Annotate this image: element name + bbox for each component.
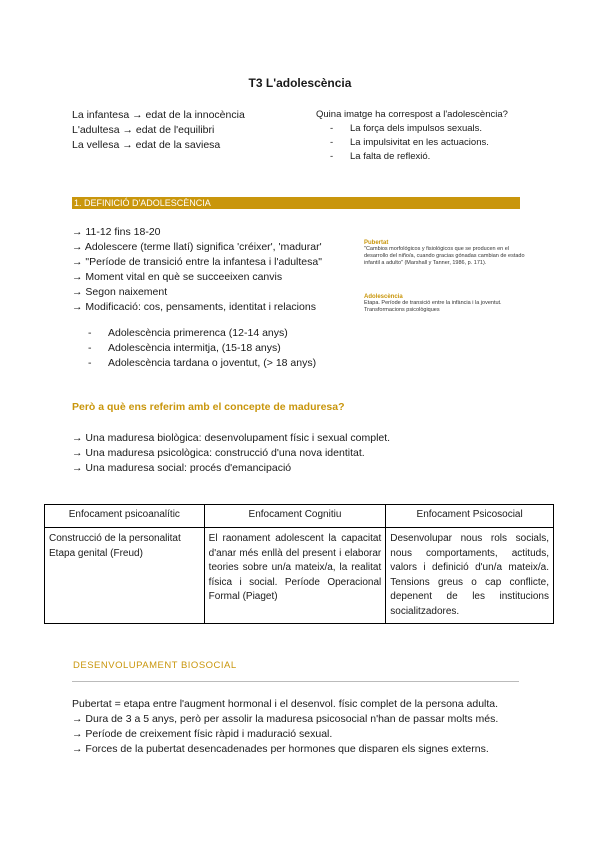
definicio-line: → Adolescere (terme llatí) significa 'créixer', 'madurar' — [72, 241, 322, 253]
table-header-cell: Enfocament psicoanalític — [45, 505, 205, 528]
list-item: - La falta de reflexió. — [330, 150, 508, 164]
maduresa-line: → Una maduresa psicològica: construcció d'una nova identitat. — [72, 447, 365, 459]
stages-list — [88, 326, 316, 371]
definicio-line: → 11-12 fins 18-20 — [72, 226, 161, 238]
intro-line: L'adultesa → edat de l'equilibri — [72, 124, 215, 136]
biosocial-line: → Dura de 3 a 5 anys, però per assolir la maduresa psicosocial n'han de passar molts més. — [72, 713, 499, 725]
side-note-adolescencia — [364, 294, 529, 314]
table-header-cell: Enfocament Cognitiu — [204, 505, 386, 528]
maduresa-question: Però a què ens referim amb el concepte de maduresa? — [72, 401, 345, 413]
section-divider — [72, 681, 519, 682]
definicio-line: → Moment vital en què se succeeixen canvis — [72, 271, 283, 283]
intro-line: La vellesa → edat de la saviesa — [72, 139, 221, 151]
definicio-line: → "Període de transició entre la infantesa i l'adultesa" — [72, 256, 322, 268]
table-header-cell: Enfocament Psicosocial — [386, 505, 554, 528]
intro-question: Quina imatge ha correspost a l'adolescència? — [316, 109, 508, 120]
side-note-text: Etapa. Període de transició entre la infància i la joventut. Transformacions psicològiques — [364, 300, 502, 313]
side-note-text: "Cambios morfológicos y fisiológicos que se producen en el desarrollo del niño/a, cuando gracias gónadas cambian de estado infantil a adulto" (Marshall y Tanner, 1986, p. 171). — [364, 246, 525, 266]
side-note-title: Adolescència — [364, 294, 403, 300]
side-note-title: Pubertat — [364, 240, 389, 246]
intro-line: La infantesa → edat de la innocència — [72, 109, 245, 121]
table-cell: Construcció de la personalitat Etapa genital (Freud) — [45, 528, 205, 624]
side-note-pubertat — [364, 240, 529, 267]
intro-left-list — [72, 108, 245, 153]
list-item: - La força dels impulsos sexuals. — [330, 122, 508, 136]
list-item: - Adolescència intermitja, (15-18 anys) — [88, 341, 316, 356]
maduresa-line: → Una maduresa biològica: desenvolupament físic i sexual complet. — [72, 432, 391, 444]
intro-right-block — [316, 108, 508, 164]
biosocial-line: Pubertat = etapa entre l'augment hormonal i el desenvol. físic complet de la persona adulta. — [72, 698, 499, 710]
section-header-definicio: 1. DEFINICIÓ D'ADOLESCÈNCIA — [72, 197, 520, 209]
page-title: T3 L'adolescència — [248, 76, 352, 90]
biosocial-list — [72, 697, 498, 757]
biosocial-line: → Forces de la pubertat desencadenades per hormones que disparen els signes externs. — [72, 743, 489, 755]
biosocial-line: → Període de creixement físic ràpid i maduració sexual. — [72, 728, 333, 740]
table-row — [45, 528, 554, 624]
table-cell: Desenvolupar nous rols socials, nous comportaments, actituds, valors i definició d'un/a mateix/a. Tensions greus o cap conflicte, depenent de les institucions socialitzadores. — [386, 528, 554, 624]
enfocaments-table — [44, 504, 554, 624]
definicio-list — [72, 225, 322, 315]
list-item: - Adolescència primerenca (12-14 anys) — [88, 326, 316, 341]
definicio-line: → Segon naixement — [72, 286, 168, 298]
table-cell: El raonament adolescent la capacitat d'anar més enllà del present i elaborar teories sobre un/a mateix/a, la realitat física i social. Període Operacional Formal (Piaget) — [204, 528, 386, 624]
definicio-line: → Modificació: cos, pensaments, identitat i relacions — [72, 301, 316, 313]
list-item: - La impulsivitat en les actuacions. — [330, 136, 508, 150]
maduresa-line: → Una maduresa social: procés d'emancipació — [72, 462, 292, 474]
maduresa-list — [72, 431, 390, 476]
intro-question-list — [330, 122, 508, 164]
list-item: - Adolescència tardana o joventut, (> 18 anys) — [88, 356, 316, 371]
table-header-row — [45, 505, 554, 528]
section-heading-biosocial: DESENVOLUPAMENT BIOSOCIAL — [73, 660, 237, 671]
